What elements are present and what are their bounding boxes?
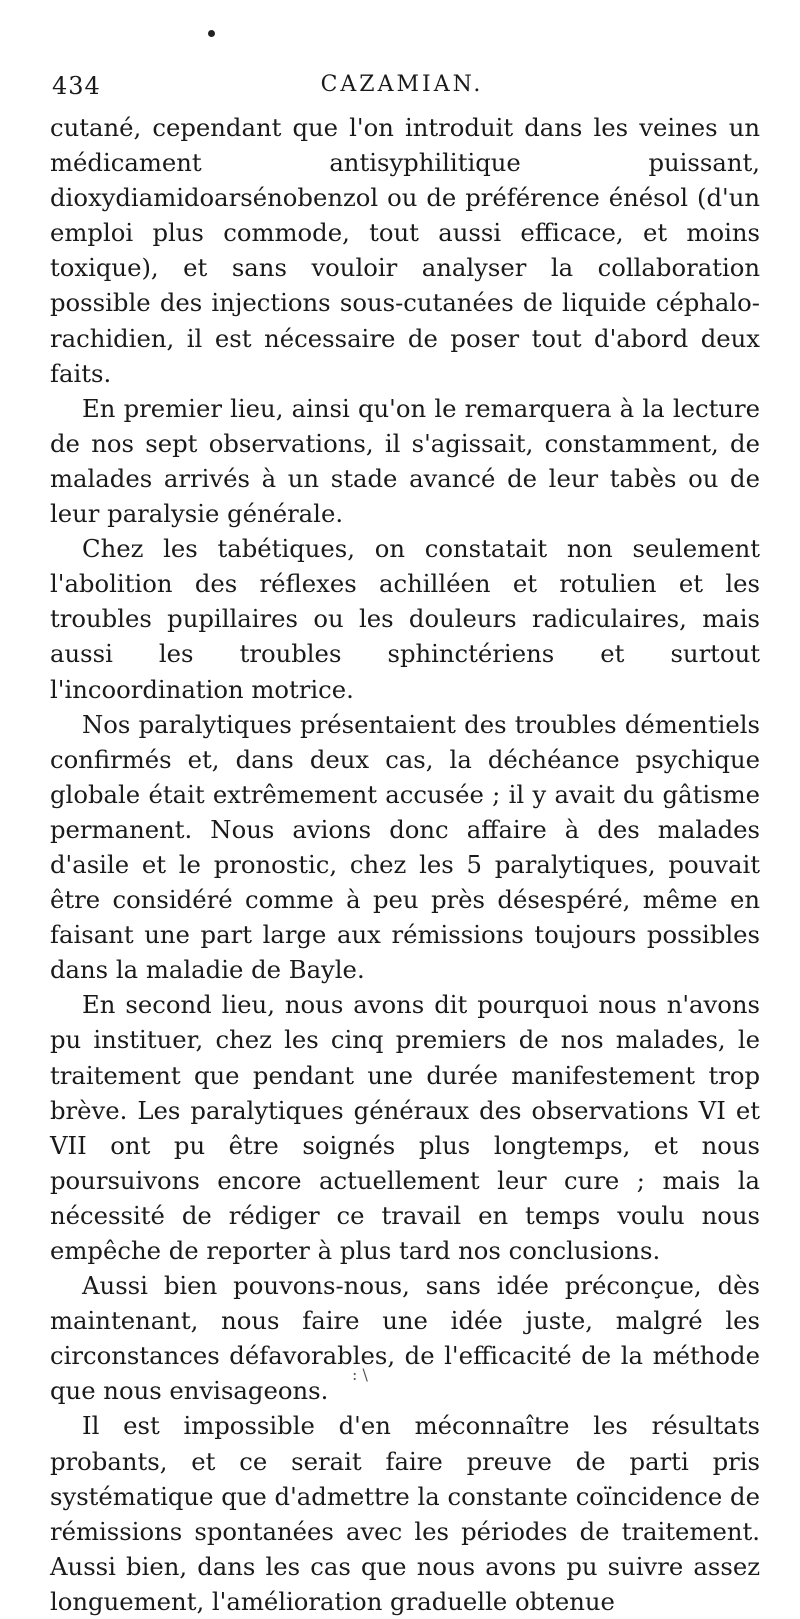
running-head: CAZAMIAN. xyxy=(320,72,484,97)
body-text xyxy=(50,110,760,1619)
paragraph-second-lieu: En second lieu, nous avons dit pourquoi nous n'avons pu instituer, chez les cinq premiers de nos malades, le traitement que pendant une durée manifestement trop brève. Les paralytiques généraux des observations VI et VII ont pu être soignés plus longtemps, et nous poursuivons encore actuellement leur cure ; mais la nécessité de rédiger ce travail en temps voulu nous empêche de reporter à plus tard nos conclusions. xyxy=(50,990,760,1265)
paragraph-tabetiques: Chez les tabétiques, on constatait non seulement l'abolition des réflexes achilléen et rotulien et les troubles pupillaires ou les douleurs radiculaires, mais aussi les troubles sphinctériens et surtout l'incoordination motrice. xyxy=(50,534,760,704)
page-number: 434 xyxy=(52,72,101,100)
paragraph-premier-lieu: En premier lieu, ainsi qu'on le remarquera à la lecture de nos sept observations, il s'agissait, constamment, de malades arrivés à un stade avancé de leur tabès ou de leur paralysie générale. xyxy=(50,393,760,529)
paragraph-resultats: Il est impossible d'en méconnaître les résultats probants, et ce serait faire preuve de parti pris systématique que d'admettre la constante coïncidence de rémissions spontanées avec les périodes de traitement. Aussi bien, dans les cas que nous avons pu suivre assez longuement, l'amélioration graduelle obtenue xyxy=(50,1411,760,1616)
paragraph-continuation: cutané, cependant que l'on introduit dans les veines un médicament antisyphilitique puissant, dioxydiamidoarsénobenzol ou de préférence énésol (d'un emploi plus commode, tout aussi efficace, et moins toxique), et sans vouloir analyser la collaboration possible des injections sous-cutanées de liquide céphalo-rachidien, il est nécessaire de poser tout d'abord deux faits. xyxy=(50,113,760,388)
ink-dot xyxy=(208,30,215,37)
paragraph-aussi-bien: Aussi bien pouvons-nous, sans idée préconçue, dès maintenant, nous faire une idée juste, malgré les circonstances défavorables, de l'efficacité de la méthode que nous envisageons. xyxy=(50,1271,760,1406)
page-header xyxy=(52,72,752,106)
print-specks: : \ xyxy=(352,1365,368,1384)
paragraph-paralytiques: Nos paralytiques présentaient des troubles démentiels confirmés et, dans deux cas, la déchéance psychique globale était extrêmement accusée ; il y avait du gâtisme permanent. Nous avions donc affaire à des malades d'asile et le pronostic, chez les 5 paralytiques, pouvait être considéré comme à peu près désespéré, même en faisant une part large aux rémissions toujours possibles dans la maladie de Bayle. xyxy=(50,709,760,985)
